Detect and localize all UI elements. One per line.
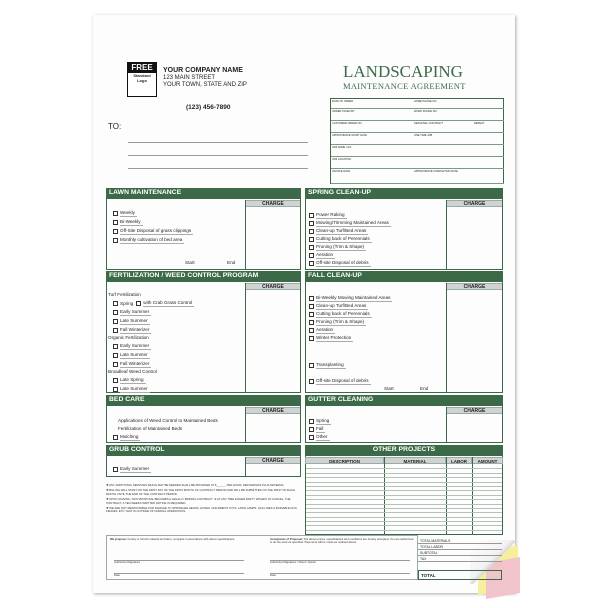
- fall-item-disposal[interactable]: Off-site Disposal of debris: [309, 378, 371, 385]
- other-col-material: MATERIAL: [384, 457, 446, 464]
- fert-organic-fall[interactable]: Fall Winterizer: [113, 361, 151, 368]
- fall-item-winter[interactable]: Winter Protection: [309, 335, 353, 342]
- fall-start: Start: [384, 386, 394, 391]
- proposal-date[interactable]: Date: [114, 573, 244, 577]
- bed-care-header: BED CARE: [106, 395, 301, 405]
- acceptance-text: The above prices, specifications and conditions are hereby accepted. You are authorized to do the work as specified. Payments will be made as outlined above.: [270, 537, 414, 545]
- acceptance-signature[interactable]: Authorized Signature / Client / Owner: [270, 560, 410, 564]
- spring-item-cleanup[interactable]: Clean-up Turf/Bed Areas: [309, 228, 368, 235]
- company-street: 123 MAIN STREET: [163, 75, 216, 81]
- spring-item-mowing[interactable]: Mowing/Trimming Maintained Areas: [309, 220, 391, 227]
- form-title-block: [343, 63, 466, 91]
- company-block: [163, 67, 247, 89]
- note-additional-services: ❖ ANY ADDITIONAL SERVICES WHICH MAY BE NEEDED SHALL BE PROVIDED AT $______ PER HOUR, PER PERSON PLUS MATERIAL.: [106, 483, 285, 487]
- totals-block: [418, 538, 502, 562]
- bed-item-weed-control[interactable]: Applications of Weed Control to Maintained Beds: [118, 418, 218, 423]
- grub-divider: [245, 457, 246, 477]
- acceptance-label: Acceptance of Proposal:: [270, 537, 303, 541]
- lawn-item-biweekly[interactable]: Bi-Weekly: [113, 219, 143, 226]
- fall-item-mowing[interactable]: Bi-Weekly Mowing Maintained Areas: [309, 295, 392, 302]
- fall-charge-header: CHARGE: [446, 283, 503, 290]
- info-job-name[interactable]: JOB NAME / NO.: [331, 145, 504, 157]
- gutter-divider: [446, 407, 447, 443]
- fert-divider: [245, 283, 246, 393]
- lawn-divider: [245, 200, 246, 270]
- gutter-item-spring[interactable]: Spring: [309, 418, 331, 425]
- total-materials[interactable]: TOTAL MATERIALS: [418, 538, 502, 544]
- info-completion-date[interactable]: APPROXIMATE COMPLETION DATE: [413, 169, 504, 184]
- grand-total[interactable]: TOTAL: [418, 570, 502, 580]
- fert-turf-late-summer[interactable]: Late Summer: [113, 318, 150, 325]
- other-col-labor: LABOR: [446, 457, 472, 464]
- logo-placeholder: [127, 62, 157, 97]
- fert-turf-spring[interactable]: Spring with Crab Grass Control: [113, 300, 194, 307]
- info-seasonal-contract[interactable]: SEASONAL CONTRACT: [413, 121, 473, 133]
- company-name: YOUR COMPANY NAME: [163, 67, 243, 74]
- info-customer-order[interactable]: CUSTOMER ORDER NO.: [331, 121, 413, 133]
- bed-item-fertilization[interactable]: Fertilization of Maintained Beds: [118, 426, 183, 431]
- lawn-item-weekly[interactable]: Weekly: [113, 210, 137, 217]
- tax[interactable]: TAX: [418, 556, 502, 562]
- acceptance-date[interactable]: Date: [270, 573, 410, 577]
- note-billing: ❖ BILLING WILL START ON THE FIRST DAY OF THE FIRST MONTH OF CONTRACT PERIOD AND WILL BE SUBMITTED ON THE FIRST OF EACH MONTH UNTIL THE END OF THE CONTRACT PERIOD.: [106, 488, 295, 496]
- gutter-charge-header: CHARGE: [446, 407, 503, 414]
- proposal-text: hereby to furnish material and labor, complete in accordance with above specifications.: [127, 537, 236, 541]
- fall-item-aeration[interactable]: Aeration: [309, 327, 335, 334]
- gutter-box: [305, 405, 503, 443]
- info-job-location[interactable]: JOB LOCATION: [331, 157, 504, 169]
- info-one-time-job[interactable]: ONE TIME JOB: [413, 133, 504, 145]
- fert-broadleaf-late-spring[interactable]: Late Spring: [113, 377, 146, 384]
- lawn-maintenance-header: LAWN MAINTENANCE: [106, 188, 301, 198]
- other-projects-header: OTHER PROJECTS: [305, 445, 503, 455]
- lawn-start: Start: [185, 260, 195, 265]
- gutter-item-fall[interactable]: Fall: [309, 426, 325, 433]
- fall-cleanup-header: FALL CLEAN-UP: [305, 271, 503, 281]
- fall-item-pruning[interactable]: Pruning (Trim & Shape): [309, 319, 366, 326]
- form-subtitle: MAINTENANCE AGREEMENT: [343, 81, 466, 91]
- grub-item-early-summer[interactable]: Early Summer: [113, 466, 151, 473]
- info-work-phone[interactable]: WORK PHONE NO.: [413, 109, 504, 121]
- info-start-date[interactable]: APPROXIMATE START DATE: [331, 133, 413, 145]
- spring-item-perennials[interactable]: Cutting back of Perennials: [309, 236, 372, 243]
- spring-item-pruning[interactable]: Pruning (Trim & Shape): [309, 244, 366, 251]
- info-order-taken-by[interactable]: ORDER TAKEN BY: [331, 109, 413, 121]
- fert-turf-label: Turf Fertilization: [108, 292, 141, 297]
- gutter-item-other[interactable]: Other: [309, 434, 330, 441]
- spring-item-aeration[interactable]: Aeration: [309, 252, 335, 259]
- bed-item-mulching[interactable]: Mulching: [113, 434, 140, 441]
- spring-item-power-raking[interactable]: Power Raking: [309, 212, 347, 219]
- logo-text: Standard Logo: [133, 73, 151, 83]
- fert-organic-late-summer[interactable]: Late Summer: [113, 352, 150, 359]
- proposal-block: [110, 538, 260, 541]
- fert-broadleaf-label: Broadleaf Weed Control: [108, 369, 157, 374]
- fert-organic-early-summer[interactable]: Early Summer: [113, 343, 151, 350]
- spring-item-disposal[interactable]: Off-site Disposal of debris: [309, 260, 371, 267]
- lawn-item-disposal[interactable]: Off-Site Disposal of grass clippings: [113, 228, 193, 235]
- acceptance-block: [270, 538, 415, 545]
- subtotal[interactable]: SUBTOTAL: [418, 550, 502, 556]
- lawn-item-cultivation[interactable]: Monthly cultivation of bed area: [113, 237, 184, 244]
- other-col-amount: AMOUNT: [472, 457, 503, 464]
- proposal-label: We propose:: [110, 537, 127, 541]
- grub-control-header: GRUB CONTROL: [106, 445, 301, 455]
- info-home-phone[interactable]: HOME PHONE NO.: [413, 99, 504, 109]
- gutter-cleaning-header: GUTTER CLEANING: [305, 395, 503, 405]
- note-damage: ❖ WE ARE NOT RESPONSIBLE FOR DAMAGE TO SPRINKLER HEADS, HOSES, CHILDREN'S TOYS, LAWN LAMPS, GAS LINES & BURIABLE DOG FENCES, ETC THAT IS OUTSIDE OF NORMAL OPERATIONS.: [106, 506, 297, 514]
- fert-turf-fall[interactable]: Fall Winterizer: [113, 327, 151, 334]
- bed-charge-header: CHARGE: [245, 407, 301, 414]
- fall-item-cleanup[interactable]: Clean-up Turf/Bed Areas: [309, 303, 368, 310]
- company-city: YOUR TOWN, STATE AND ZIP: [163, 82, 247, 88]
- grub-charge-header: CHARGE: [245, 457, 301, 464]
- info-repeat[interactable]: REPEAT: [473, 121, 504, 133]
- bed-divider: [245, 407, 246, 443]
- info-date-of-order[interactable]: DATE OF ORDER: [331, 99, 413, 109]
- fert-broadleaf-late-summer[interactable]: Late Summer: [113, 386, 150, 393]
- spring-charge-header: CHARGE: [446, 200, 503, 207]
- fertilization-header: FERTILIZATION / WEED CONTROL PROGRAM: [106, 271, 301, 281]
- logo-free-label: FREE: [128, 63, 156, 73]
- other-col-description: DESCRIPTION: [305, 457, 384, 464]
- lawn-end: End: [227, 260, 236, 265]
- company-phone: (123) 456-7890: [186, 104, 231, 111]
- fall-divider: [446, 283, 447, 393]
- total-labor[interactable]: TOTAL LABOR: [418, 544, 502, 550]
- to-label: TO:: [108, 122, 122, 131]
- job-info-box: [330, 98, 504, 184]
- fall-item-perennials[interactable]: Cutting back of Perennials: [309, 311, 372, 318]
- spring-divider: [446, 200, 447, 270]
- fall-end: End: [420, 386, 429, 391]
- to-address-lines[interactable]: [128, 130, 308, 169]
- lawn-charge-header: CHARGE: [245, 200, 301, 207]
- other-projects-rows[interactable]: [306, 465, 502, 531]
- terms-notes: [106, 484, 302, 516]
- proposal-signature[interactable]: Authorized Signature: [114, 560, 244, 564]
- form-title: LANDSCAPING: [343, 62, 463, 81]
- fall-item-transplanting[interactable]: Transplanting: [309, 362, 346, 369]
- note-binding: ❖ UPON SIGNING, THIS PROPOSAL BECOMES A LEGALLY BINDING CONTRACT. IF AT ANY TIME EITHER PARTY WISHES TO CANCEL, THE CONTRACT, A TEN WEEKS WRITTEN NOTICE IS REQUIRED.: [106, 497, 291, 505]
- fert-turf-early-summer[interactable]: Early Summer: [113, 309, 151, 316]
- spring-cleanup-header: SPRING CLEAN-UP: [305, 188, 503, 198]
- fert-organic-label: Organic Fertilization: [108, 335, 149, 340]
- info-invoice-date[interactable]: INVOICE DATE: [331, 169, 413, 184]
- fert-charge-header: CHARGE: [245, 283, 301, 290]
